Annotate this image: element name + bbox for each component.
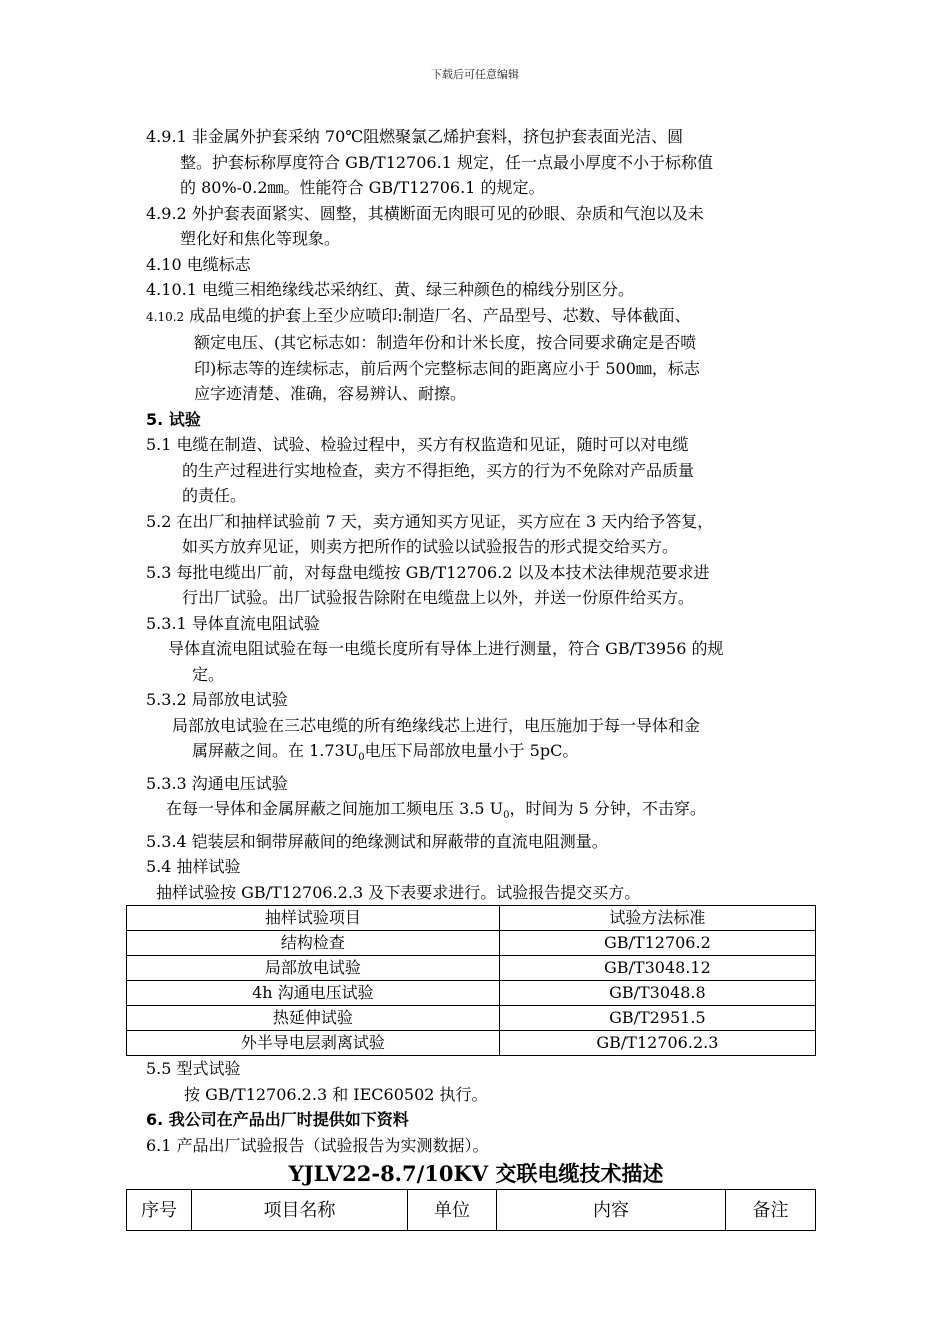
table-cell: 热延伸试验 xyxy=(127,1006,500,1031)
section-6-heading: 6. 我公司在产品出厂时提供如下资料 xyxy=(146,1110,409,1130)
para-5-1-line3: 的责任。 xyxy=(182,486,247,505)
table-cell: 结构检查 xyxy=(127,931,500,956)
para-4-10-1: 4.10.1 电缆三相绝缘线芯采纳红、黄、绿三种颜色的棉线分别区分。 xyxy=(146,280,634,299)
para-5-3-1-line2: 定。 xyxy=(192,664,225,684)
heading-5-3-1: 5.3.1 导体直流电阻试验 xyxy=(146,613,320,633)
para-5-3-2-line1: 局部放电试验在三芯电缆的所有绝缘线芯上进行，电压施加于每一导体和金 xyxy=(172,715,701,735)
table-cell: GB/T2951.5 xyxy=(499,1006,815,1031)
table-header-cell: 序号 xyxy=(127,1190,192,1231)
subscript-zero: 0 xyxy=(358,752,365,764)
table-row xyxy=(127,931,816,956)
table-row xyxy=(127,956,816,981)
para-4-9-2-line1: 4.9.2 外护套表面紧实、圆整，其横断面无肉眼可见的砂眼、杂质和气泡以及未 xyxy=(146,203,704,223)
para-4-9-1-line1: 4.9.1 非金属外护套采纳 70℃阻燃聚氯乙烯护套料，挤包护套表面光洁、圆 xyxy=(146,127,684,146)
heading-5-4: 5.4 抽样试验 xyxy=(146,857,241,877)
para-5-1-line1: 5.1 电缆在制造、试验、检验过程中，买方有权监造和见证，随时可以对电缆 xyxy=(146,435,689,454)
table-header-row xyxy=(127,1190,816,1231)
subscript-zero: 0 xyxy=(503,810,510,822)
table-header-cell: 试验方法标准 xyxy=(499,906,815,931)
table-header-cell: 单位 xyxy=(408,1190,497,1231)
table-header-cell: 项目名称 xyxy=(192,1190,408,1231)
table-cell: GB/T12706.2.3 xyxy=(499,1031,815,1056)
spec-table xyxy=(126,1189,816,1231)
para-4-9-1-line2: 整。护套标称厚度符合 GB/T12706.1 规定，任一点最小厚度不小于标称值 xyxy=(180,152,713,172)
para-5-5-line1: 按 GB/T12706.2.3 和 IEC60502 执行。 xyxy=(184,1084,488,1104)
heading-5-5: 5.5 型式试验 xyxy=(146,1059,241,1079)
table-row xyxy=(127,1031,816,1056)
para-5-2-line1: 5.2 在出厂和抽样试验前 7 天，卖方通知买方见证，买方应在 3 天内给予答复， xyxy=(146,511,714,531)
para-5-3-2-text-a: 属屏蔽之间。在 1.73U xyxy=(192,741,359,760)
table-header-row xyxy=(127,906,816,931)
para-5-3-1-line1: 导体直流电阻试验在每一电缆长度所有导体上进行测量，符合 GB/T3956 的规 xyxy=(168,639,724,658)
para-4-10-2-line4: 应字迹清楚、准确，容易辨认、耐擦。 xyxy=(194,384,467,403)
para-5-3-line2: 行出厂试验。出厂试验报告除附在电缆盘上以外，并送一份原件给买方。 xyxy=(182,588,695,607)
heading-5-3-3: 5.3.3 沟通电压试验 xyxy=(146,773,288,793)
table-cell: GB/T3048.8 xyxy=(499,981,815,1006)
table-row xyxy=(127,981,816,1006)
para-5-3-4: 5.3.4 铠装层和铜带屏蔽间的绝缘测试和屏蔽带的直流电阻测量。 xyxy=(146,831,608,851)
para-5-4-line1: 抽样试验按 GB/T12706.2.3 及下表要求进行。试验报告提交买方。 xyxy=(156,882,641,902)
para-5-3-3-line1 xyxy=(146,796,826,829)
para-6-1: 6.1 产品出厂试验报告（试验报告为实测数据）。 xyxy=(146,1135,489,1155)
para-4-10-2-number: 4.10.2 xyxy=(146,309,185,324)
para-4-9-2-line2: 塑化好和焦化等现象。 xyxy=(180,229,341,248)
para-4-9-1-line3: 的 80%-0.2㎜。性能符合 GB/T12706.1 的规定。 xyxy=(180,178,545,197)
sample-test-table xyxy=(126,905,816,1056)
para-4-10-2-line1 xyxy=(146,303,826,331)
heading-4-10: 4.10 电缆标志 xyxy=(146,254,251,274)
para-5-3-3-text-a: 在每一导体和金属屏蔽之间施加工频电压 3.5 U xyxy=(166,799,504,819)
spec-title: YJLV22-8.7/10KV 交联电缆技术描述 xyxy=(288,1161,664,1187)
page-header: 下载后可任意编辑 xyxy=(431,68,519,81)
table-cell: 局部放电试验 xyxy=(127,956,500,981)
para-5-3-line1: 5.3 每批电缆出厂前，对每盘电缆按 GB/T12706.2 以及本技术法律规范要求进 xyxy=(146,562,710,582)
table-header-cell: 备注 xyxy=(726,1190,816,1231)
para-5-1-line2: 的生产过程进行实地检查，卖方不得拒绝，买方的行为不免除对产品质量 xyxy=(182,460,695,480)
document-body xyxy=(141,124,826,1231)
para-5-3-3-text-b: ，时间为 5 分钟，不击穿。 xyxy=(509,799,706,819)
para-5-2-line2: 如买方放弃见证，则卖方把所作的试验以试验报告的形式提交给买方。 xyxy=(182,537,679,556)
para-5-3-2-text-b: 电压下局部放电量小于 5pC。 xyxy=(364,741,579,760)
table-row xyxy=(127,1006,816,1031)
section-5-heading: 5. 试验 xyxy=(146,409,201,429)
para-5-3-2-line2 xyxy=(146,738,826,771)
table-cell: 外半导电层剥离试验 xyxy=(127,1031,500,1056)
table-header-cell: 内容 xyxy=(497,1190,726,1231)
para-4-10-2-line2: 额定电压、(其它标志如：制造年份和计米长度，按合同要求确定是否喷 xyxy=(194,333,697,352)
table-cell: GB/T3048.12 xyxy=(499,956,815,981)
table-cell: 4h 沟通电压试验 xyxy=(127,981,500,1006)
heading-5-3-2: 5.3.2 局部放电试验 xyxy=(146,690,288,709)
para-4-10-2-text: 成品电缆的护套上至少应喷印:制造厂名、产品型号、芯数、导体截面、 xyxy=(184,305,691,325)
table-cell: GB/T12706.2 xyxy=(499,931,815,956)
table-header-cell: 抽样试验项目 xyxy=(127,906,500,931)
para-4-10-2-line3: 印)标志等的连续标志，前后两个完整标志间的距离应小于 500㎜，标志 xyxy=(194,358,700,378)
